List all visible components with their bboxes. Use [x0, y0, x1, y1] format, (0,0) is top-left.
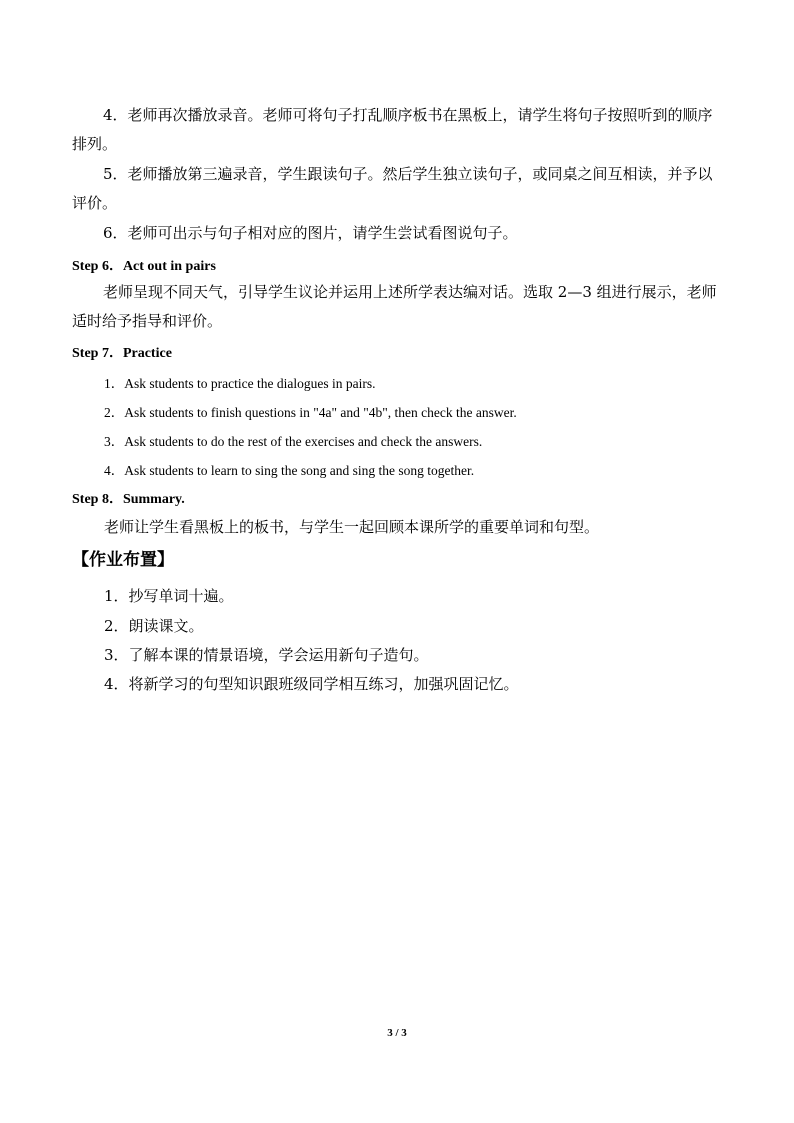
homework-item: 3．了解本课的情景语境，学会运用新句子造句。	[104, 646, 429, 664]
step8-body: 老师让学生看黑板上的板书，与学生一起回顾本课所学的重要单词和句型。	[104, 518, 600, 536]
step7-item: 2．Ask students to finish questions in "4a" and "4b", then check the answer.	[104, 405, 517, 420]
homework-heading: 【作业布置】	[72, 550, 174, 570]
homework-item: 1．抄写单词十遍。	[104, 587, 234, 605]
step7-item: 4．Ask students to learn to sing the song and sing the song together.	[104, 463, 475, 478]
step7-item: 1．Ask students to practice the dialogues in pairs.	[104, 376, 376, 391]
homework-item: 4．将新学习的句型知识跟班级同学相互练习，加强巩固记忆。	[104, 675, 519, 693]
step7-heading: Step 7．Practice	[72, 346, 172, 361]
step6-heading: Step 6．Act out in pairs	[72, 259, 216, 274]
step7-item: 3．Ask students to do the rest of the exercises and check the answers.	[104, 434, 483, 449]
homework-item: 2．朗读课文。	[104, 617, 204, 635]
page-number: 3 / 3	[387, 1027, 407, 1039]
step-item-6: 6．老师可出示与句子相对应的图片，请学生尝试看图说句子。	[103, 224, 518, 242]
step8-heading: Step 8．Summary.	[72, 492, 185, 507]
step-item-5: 5．老师播放第三遍录音，学生跟读句子。然后学生独立读句子，或同桌之间互相读，并予以评价。	[72, 165, 713, 212]
step-item-4: 4．老师再次播放录音。老师可将句子打乱顺序板书在黑板上，请学生将句子按照听到的顺序排列。	[72, 106, 713, 153]
step6-body: 老师呈现不同天气，引导学生议论并运用上述所学表达编对话。选取 2—3 组进行展示，老师适时给予指导和评价。	[72, 283, 717, 330]
